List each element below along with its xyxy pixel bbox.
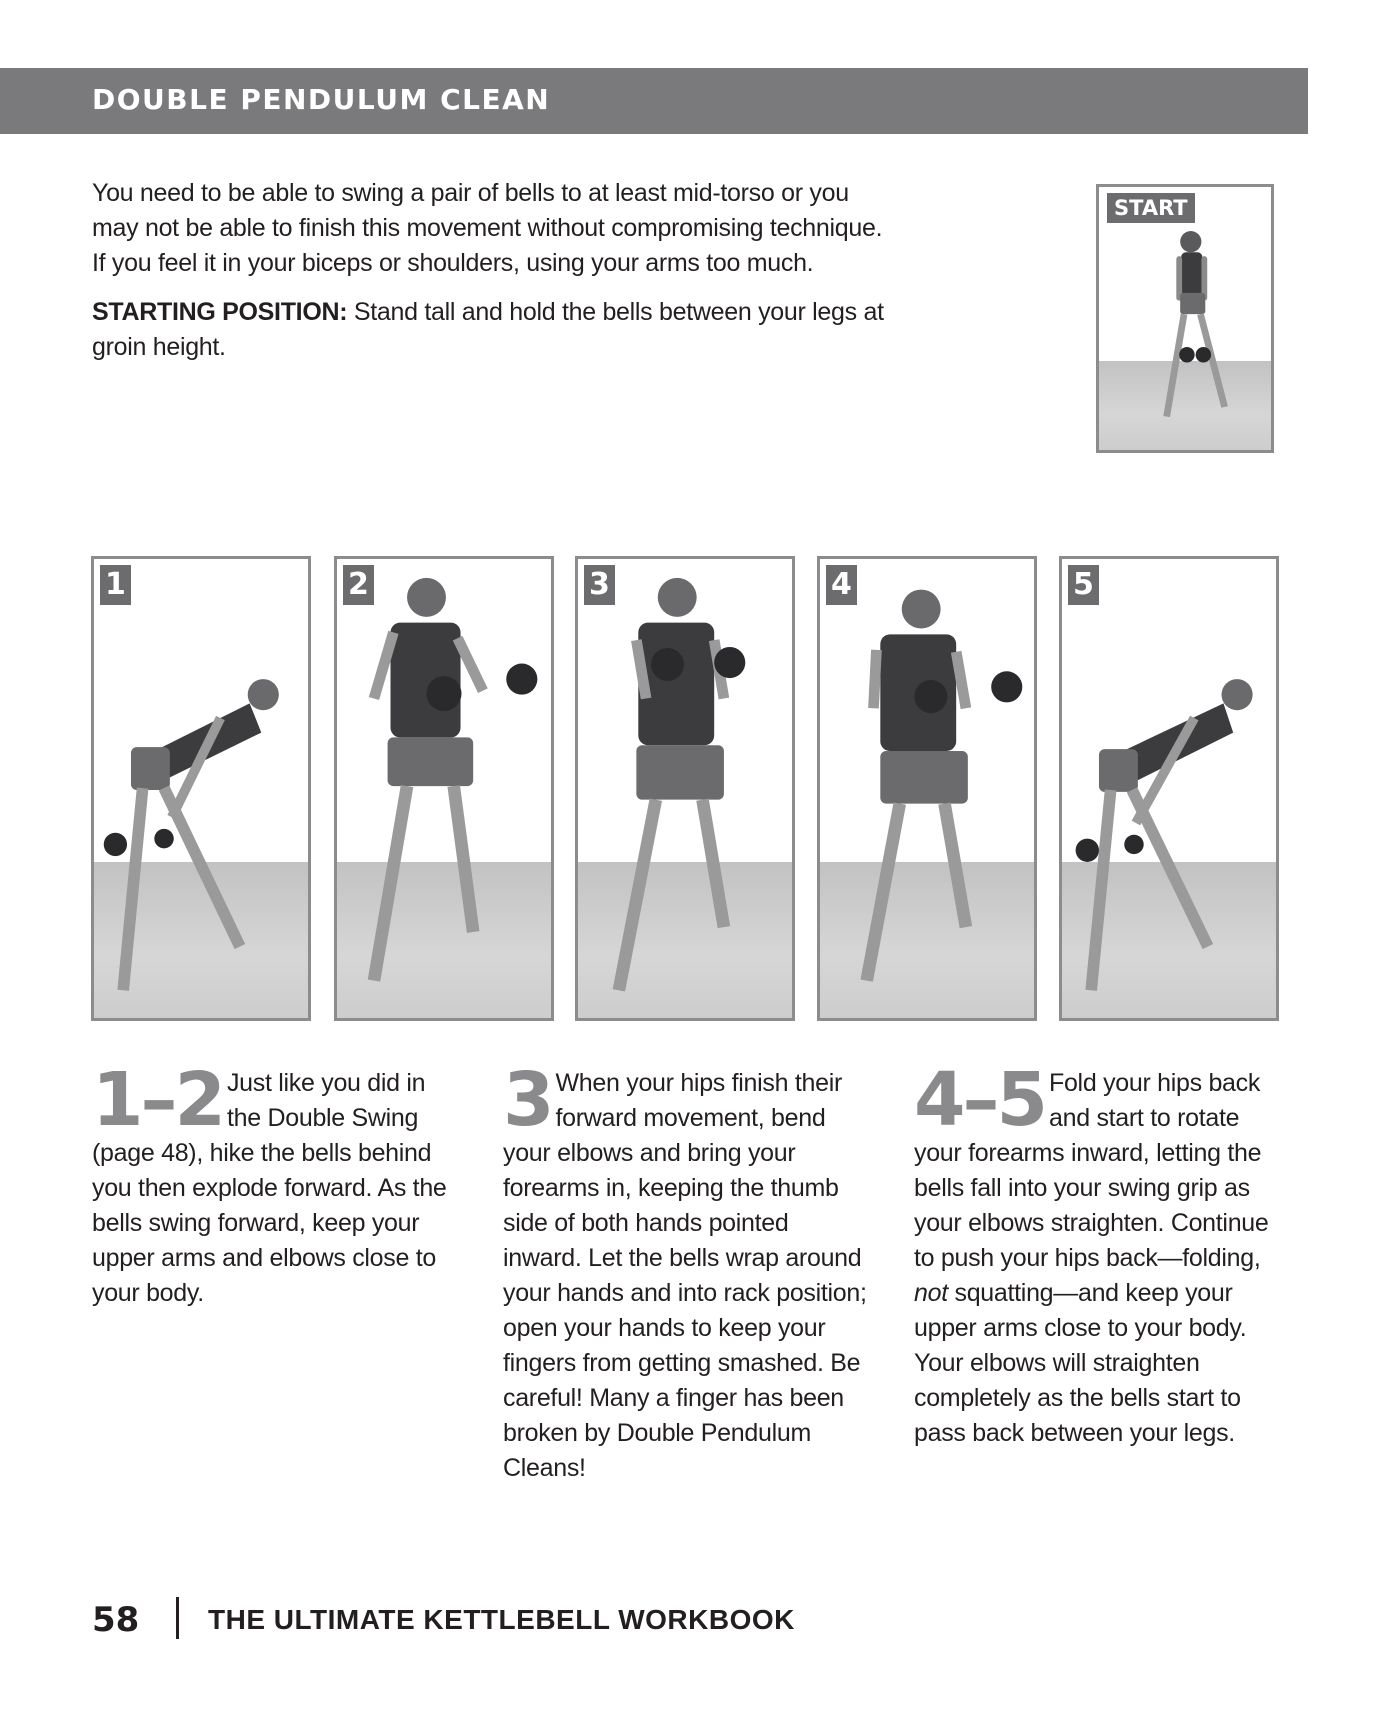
step-number: 4–5 (914, 1057, 1045, 1143)
step-photo-2 (334, 556, 554, 1021)
step-description-4-5 (914, 1057, 1282, 1451)
athlete-drop-figure (820, 559, 1034, 1018)
start-label: START (1107, 193, 1195, 223)
intro-paragraph: You need to be able to swing a pair of bells to at least mid-torso or you may not be able to finish this movement without compromising technique. If you feel it in your biceps or shoulders, using your arms too much. (92, 179, 883, 277)
step-label-1: 1 (100, 565, 131, 605)
step-number: 3 (503, 1057, 552, 1143)
starting-position-label: STARTING POSITION: (92, 298, 348, 326)
step-number: 1–2 (92, 1057, 223, 1143)
athlete-start-figure (1099, 187, 1271, 450)
footer-divider (176, 1597, 179, 1639)
athlete-rack-figure (578, 559, 792, 1018)
start-photo (1096, 184, 1274, 453)
starting-position-paragraph (92, 295, 892, 365)
section-header-bar (0, 68, 1308, 134)
step-body: Just like you did in the Double Swing (page 48), hike the bells behind you then explode forward. As the bells swing forward, keep your upper arms and elbows close to your body. (92, 1069, 447, 1307)
step-description-1-2 (92, 1057, 452, 1311)
step-body-part: Fold your hips back and start to rotate your forearms inward, letting the bells fall into your swing grip as your elbows straighten. Continue to push your hips back—folding, (914, 1069, 1269, 1272)
step-label-3: 3 (584, 565, 615, 605)
step-photo-4 (817, 556, 1037, 1021)
book-title: THE ULTIMATE KETTLEBELL WORKBOOK (208, 1604, 795, 1635)
starting-position-text: Stand tall and hold the bells between your legs at groin height. (92, 298, 884, 361)
page-number: 58 (92, 1600, 140, 1640)
step-body-emphasis: not (914, 1279, 948, 1307)
athlete-swing-figure (337, 559, 551, 1018)
step-photo-3 (575, 556, 795, 1021)
intro-text (92, 176, 892, 365)
step-description-3 (503, 1057, 871, 1486)
step-body-part: squatting—and keep your upper arms close to your body. Your elbows will straighten completely as the bells start to pass back between your legs. (914, 1279, 1247, 1447)
step-label-4: 4 (826, 565, 857, 605)
step-photo-5 (1059, 556, 1279, 1021)
athlete-backswing-figure (1062, 559, 1276, 1018)
step-label-5: 5 (1068, 565, 1099, 605)
step-photo-1 (91, 556, 311, 1021)
section-title: DOUBLE PENDULUM CLEAN (92, 83, 551, 116)
step-label-2: 2 (343, 565, 374, 605)
athlete-hinge-figure (94, 559, 308, 1018)
step-body: When your hips finish their forward movement, bend your elbows and bring your forearms in, keeping the thumb side of both hands pointed inward. Let the bells wrap around your hands and into rack position; open your hands to keep your fingers from getting smashed. Be careful! Many a finger has been broken by Double Pendulum Cleans! (503, 1069, 867, 1482)
